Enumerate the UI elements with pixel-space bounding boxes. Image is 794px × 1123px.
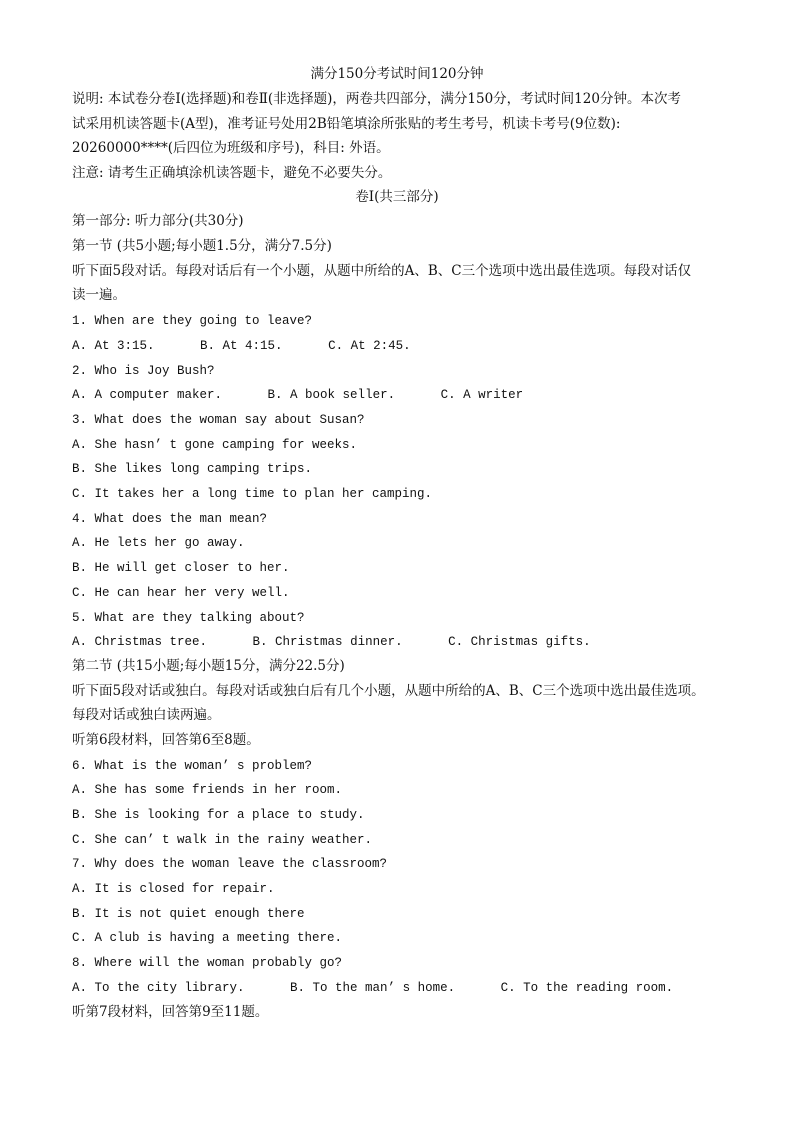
question-4-option-b: B. He will get closer to her. bbox=[72, 561, 290, 575]
question-6-option-a: A. She has some friends in her room. bbox=[72, 783, 343, 797]
material-7-heading: 听第7段材料，回答第9至11题。 bbox=[72, 1004, 269, 1020]
question-4-option-a: A. He lets her go away. bbox=[72, 536, 245, 550]
question-8-options bbox=[72, 978, 673, 998]
question-3-stem: 3. What does the woman say about Susan? bbox=[72, 413, 365, 427]
section2-instructions-2: 每段对话或独白读两遍。 bbox=[72, 707, 221, 723]
option-c: C. A writer bbox=[440, 388, 524, 402]
instructions-line-2: 试采用机读答题卡(A型)，准考证号处用2B铅笔填涂所张贴的考生考号，机读卡考号(9位数): bbox=[72, 116, 621, 132]
question-6-stem: 6. What is the woman’ s problem? bbox=[72, 759, 313, 773]
section1-instructions-1: 听下面5段对话。每段对话后有一个小题，从题中所给的A、B、C三个选项中选出最佳选项。每段对话仅 bbox=[72, 263, 692, 279]
question-7-option-a: A. It is closed for repair. bbox=[72, 882, 275, 896]
section2-instructions-1: 听下面5段对话或独白。每段对话或独白后有几个小题，从题中所给的A、B、C三个选项中选出最佳选项。 bbox=[72, 683, 705, 699]
question-8-stem: 8. Where will the woman probably go? bbox=[72, 956, 343, 970]
option-a: A. A computer maker. bbox=[72, 388, 223, 402]
question-5-stem: 5. What are they talking about? bbox=[72, 611, 305, 625]
option-b: B. To the man’ s home. bbox=[290, 981, 456, 995]
question-7-stem: 7. Why does the woman leave the classroom? bbox=[72, 857, 388, 871]
section2-title: 第二节 (共15小题;每小题15分，满分22.5分) bbox=[72, 658, 345, 674]
option-a: A. To the city library. bbox=[72, 981, 245, 995]
option-a: A. At 3:15. bbox=[72, 339, 155, 353]
volume-heading: 卷Ⅰ(共三部分) bbox=[355, 189, 439, 205]
option-b: B. A book seller. bbox=[267, 388, 396, 402]
part1-title: 第一部分: 听力部分(共30分) bbox=[72, 213, 244, 229]
instructions-line-1: 说明: 本试卷分卷Ⅰ(选择题)和卷Ⅱ(非选择题)，两卷共四部分，满分150分，考试时间120分钟。本次考 bbox=[72, 91, 681, 107]
question-2-options bbox=[72, 385, 523, 405]
question-6-option-c: C. She can’ t walk in the rainy weather. bbox=[72, 833, 373, 847]
option-c: C. Christmas gifts. bbox=[448, 635, 591, 649]
section1-title: 第一节 (共5小题;每小题1.5分，满分7.5分) bbox=[72, 238, 332, 254]
option-b: B. At 4:15. bbox=[200, 339, 283, 353]
section1-instructions-2: 读一遍。 bbox=[72, 287, 126, 303]
question-5-options bbox=[72, 632, 591, 652]
option-b: B. Christmas dinner. bbox=[252, 635, 403, 649]
material-6-heading: 听第6段材料，回答第6至8题。 bbox=[72, 732, 260, 748]
exam-title: 满分150分考试时间120分钟 bbox=[310, 66, 484, 82]
question-3-option-a: A. She hasn’ t gone camping for weeks. bbox=[72, 438, 358, 452]
instructions-line-3: 20260000****(后四位为班级和序号)，科目: 外语。 bbox=[72, 140, 390, 156]
question-4-option-c: C. He can hear her very well. bbox=[72, 586, 290, 600]
option-a: A. Christmas tree. bbox=[72, 635, 208, 649]
question-6-option-b: B. She is looking for a place to study. bbox=[72, 808, 365, 822]
question-7-option-b: B. It is not quiet enough there bbox=[72, 907, 305, 921]
option-c: C. To the reading room. bbox=[500, 981, 674, 995]
question-4-stem: 4. What does the man mean? bbox=[72, 512, 268, 526]
question-2-stem: 2. Who is Joy Bush? bbox=[72, 364, 215, 378]
question-1-stem: 1. When are they going to leave? bbox=[72, 314, 313, 328]
question-7-option-c: C. A club is having a meeting there. bbox=[72, 931, 343, 945]
question-3-option-b: B. She likes long camping trips. bbox=[72, 462, 313, 476]
question-1-options bbox=[72, 336, 411, 356]
attention-note: 注意: 请考生正确填涂机读答题卡，避免不必要失分。 bbox=[72, 165, 392, 181]
option-c: C. At 2:45. bbox=[328, 339, 411, 353]
question-3-option-c: C. It takes her a long time to plan her camping. bbox=[72, 487, 433, 501]
